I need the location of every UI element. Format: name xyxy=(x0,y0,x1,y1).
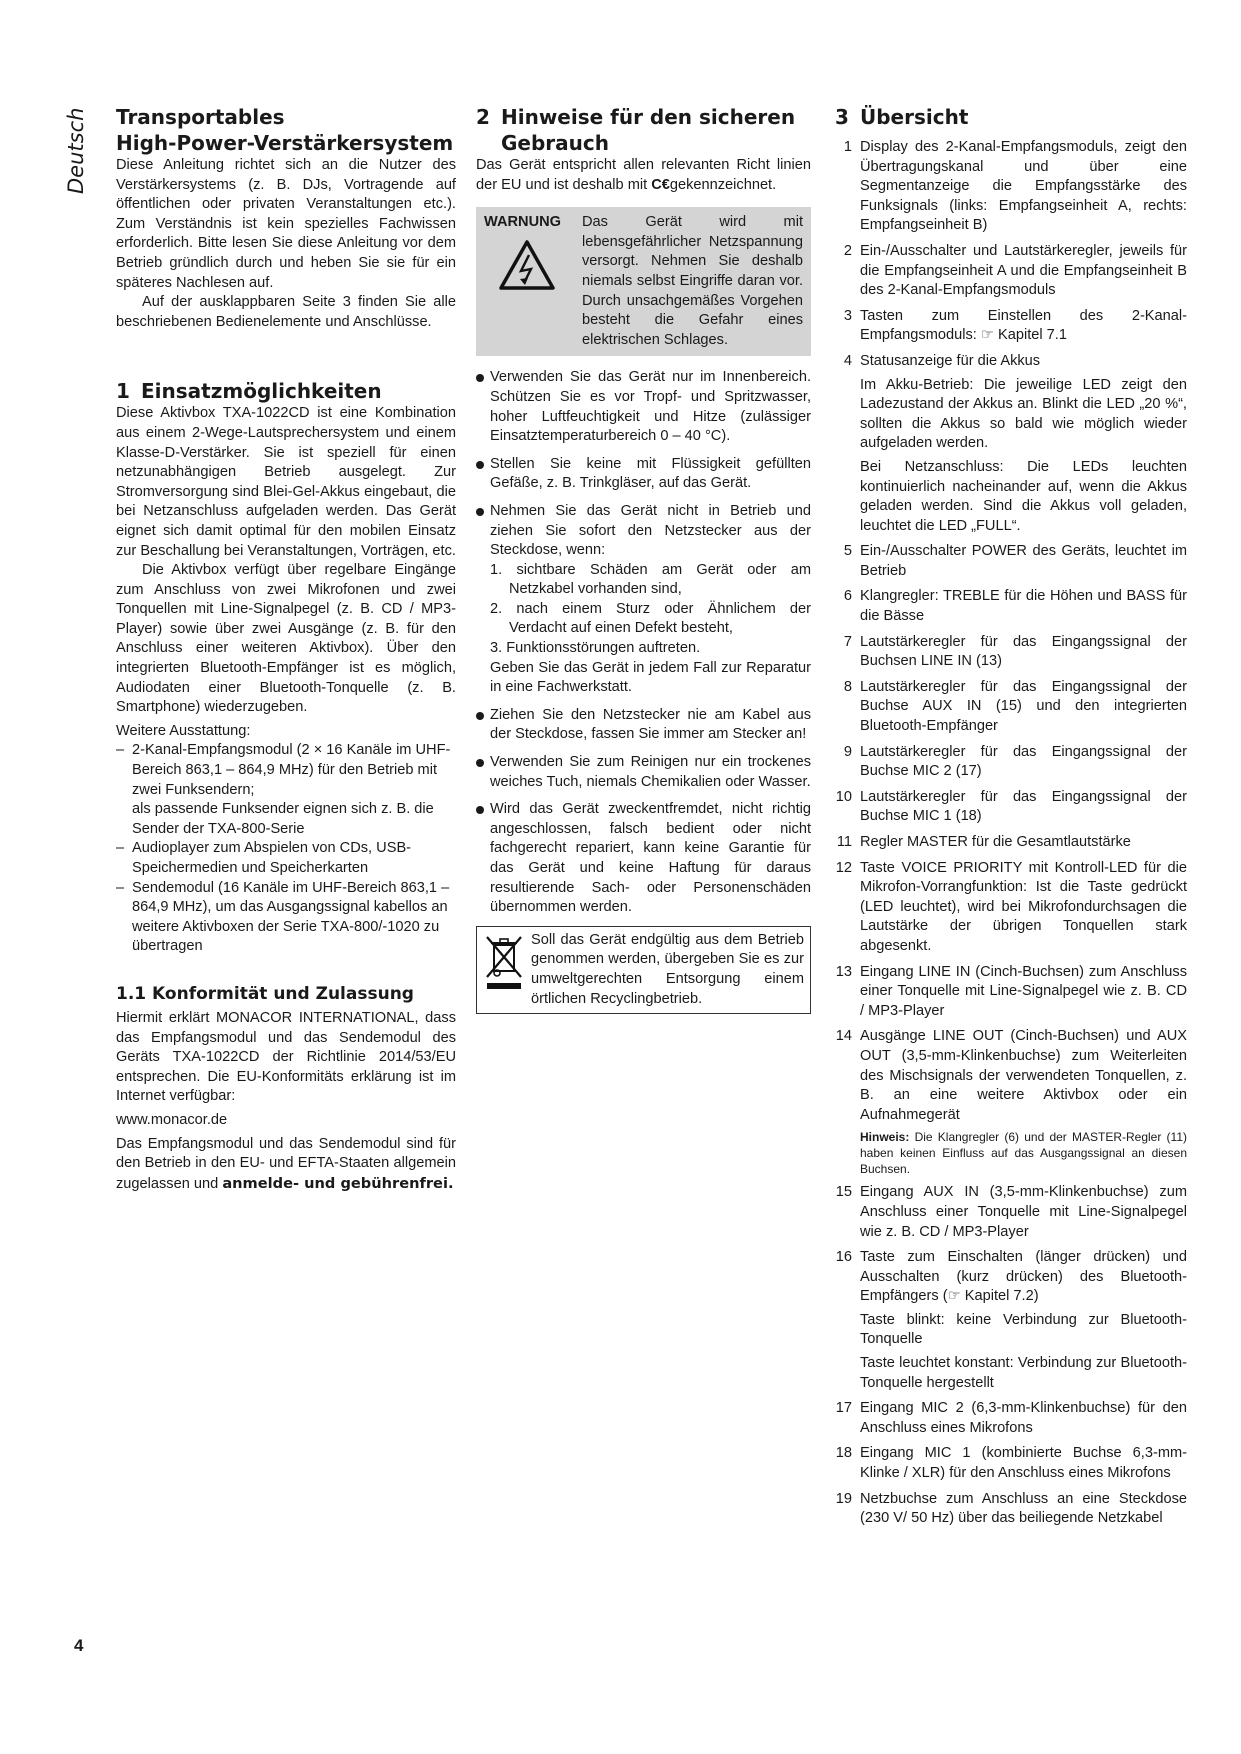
warning-box xyxy=(476,207,811,356)
recycling-text: Soll das Gerät endgültig aus dem Betrieb genommen werden, übergeben Sie es zur umweltgerechten Entsorgung einem örtlichen Recyclingbetrieb. xyxy=(531,931,804,1007)
list-item: Ziehen Sie den Netzstecker nie am Kabel aus der Steckdose, fassen Sie immer am Stecker an! xyxy=(476,706,811,745)
list-item: 11 Regler MASTER für die Gesamtlautstärke xyxy=(836,834,1131,850)
list-item: Wird das Gerät zweckentfremdet, nicht richtig angeschlossen, falsch bedient oder nicht fachgerecht repariert, kann keine Garantie für das Gerät und keine Haftung für daraus resultierende Sach- oder Personenschäden übernommen werden. xyxy=(476,800,811,918)
feature-list xyxy=(116,741,456,957)
s1-more-label: Weitere Ausstattung: xyxy=(116,722,251,739)
list-item: 18 Eingang MIC 1 (kombinierte Buchse 6,3-mm-Klinke / XLR) für den Anschluss eines Mikrofons xyxy=(835,1445,1187,1482)
section-3-heading: 3 Übersicht xyxy=(835,105,969,129)
section-2-heading: 2 Hinweise für den sicheren Gebrauch xyxy=(476,105,796,155)
column-3 xyxy=(835,104,1187,1535)
recycling-box xyxy=(476,926,811,1014)
warning-label: WARNUNG xyxy=(484,214,562,231)
list-item: 4 Statusanzeige für die Akkus Im Akku-Betrieb: Die jeweilige LED zeigt den Ladezustand der Akkus an. Blinkt die LED „20 %“, sollten die Akkus so bald wie möglich wieder aufgeladen werden. Bei Netzanschluss: Die LEDs leuchten kontinuierlich nacheinander auf, wenn die Akkus geladen werden. Sind die Akkus voll geladen, leuchtet die LED „FULL“. xyxy=(843,352,1187,534)
list-item: Nehmen Sie das Gerät nicht in Betrieb und ziehen Sie sofort den Netzstecker aus der Steckdose, wenn: 1. sichtbare Schäden am Gerät oder am Netzkabel vorhanden sind, 2. nach einem Sturz oder Ähnlichem der Verdacht auf einen Defekt besteht, 3. Funktionsstörungen auftreten. Geben Sie das Gerät in jedem Fall zur Reparatur in eine Fachwerkstatt. xyxy=(476,502,811,698)
list-item: 3. Funktionsstörungen auftreten. xyxy=(490,640,701,657)
s11-paragraph-1: Hiermit erklärt MONACOR INTERNATIONAL, dass das Empfangsmodul und das Sendemodul des Geräts TXA-1022CD der Richtlinie 2014/53/EU entsprechen. Die EU-Konformitäts erklärung ist im Internet verfügbar: xyxy=(116,1009,456,1105)
list-item: – 2-Kanal-Empfangsmodul (2 × 16 Kanäle im UHF-Bereich 863,1 – 864,9 MHz) für den Betrieb mit zwei Funksendern; als passende Funksender eignen sich z. B. die Sender der TXA-800-Serie xyxy=(116,741,456,839)
list-item: 19 Netzbuchse zum Anschluss an eine Steckdose (230 V/ 50 Hz) über das beiliegende Netzkabel xyxy=(835,1490,1187,1527)
s11-paragraph-2: Das Empfangsmodul und das Sendemodul sind für den Betrieb in den EU- und EFTA-Staaten allgemein zugelassen und anmelde- und gebührenfrei. xyxy=(116,1135,456,1192)
section-1-1-heading: 1.1 Konformität und Zulassung xyxy=(116,983,414,1004)
list-item: 12 Taste VOICE PRIORITY mit Kontroll-LED für die Mikrofon-Vorrangfunktion: Ist die Taste gedrückt (LED leuchtet), wird bei Mikrofondurchsagen die Lautstärke der übrigen Tonquellen stark abgesenkt. xyxy=(835,859,1187,954)
list-item: 5 Ein-/Ausschalter POWER des Geräts, leuchtet im Betrieb xyxy=(843,543,1187,579)
list-item: Stellen Sie keine mit Flüssigkeit gefüllten Gefäße, z. B. Trinkgläser, auf das Gerät. xyxy=(476,455,811,494)
crossed-bin-icon xyxy=(483,931,525,993)
list-item: 2. nach einem Sturz oder Ähnlichem der Verdacht auf einen Defekt besteht, xyxy=(490,600,811,637)
list-item: Verwenden Sie das Gerät nur im Innenbereich. Schützen Sie es vor Tropf- und Spritzwasser, hoher Luftfeuchtigkeit und Hitze (zulässiger Einsatztemperaturbereich 0 – 40 °C). xyxy=(476,368,811,446)
website-link[interactable]: www.monacor.de xyxy=(116,1111,228,1128)
column-2 xyxy=(476,104,811,1014)
safety-list xyxy=(476,368,811,917)
list-item: 10 Lautstärkeregler für das Eingangssignal der Buchse MIC 1 (18) xyxy=(835,788,1187,825)
warning-text: Das Gerät wird mit lebensgefährlicher Netzspannung versorgt. Nehmen Sie deshalb niemals selbst Eingriffe daran vor. Durch unsachgemäßes Vorgehen besteht die Gefahr eines elektrischen Schlages. xyxy=(582,214,803,348)
list-item: 14 Ausgänge LINE OUT (Cinch-Buchsen) und AUX OUT (3,5-mm-Klinkenbuchse) zum Weiterleiten des Mischsignals der verwendeten Tonquellen, z. B. an eine weitere Aktivbox oder ein Aufnahmegerät Hinweis: Die Klangregler (6) und der MASTER-Regler (11) haben keinen Einfluss auf das Ausgangssignal an diesen Buchsen. xyxy=(835,1028,1187,1177)
high-voltage-icon xyxy=(498,239,556,291)
list-item: – Sendemodul (16 Kanäle im UHF-Bereich 863,1 – 864,9 MHz), um das Ausgangssignal kabellos an weitere Aktivboxen der Serie TXA-800/-1020 zu übertragen xyxy=(116,879,456,957)
list-item: – Audioplayer zum Abspielen von CDs, USB-Speichermedien und Speicherkarten xyxy=(116,839,456,878)
list-item: 2 Ein-/Ausschalter und Lautstärkeregler, jeweils für die Empfangseinheit A und die Empfangseinheit B des 2-Kanal-Empfangsmoduls xyxy=(843,242,1187,299)
list-item: 8 Lautstärkeregler für das Eingangssignal der Buchse AUX IN (15) und den integrierten Bluetooth-Empfänger xyxy=(843,678,1187,735)
list-item: 3 Tasten zum Einstellen des 2-Kanal-Empfangsmoduls: ☞ Kapitel 7.1 xyxy=(843,307,1187,344)
list-item: 7 Lautstärkeregler für das Eingangssignal der Buchsen LINE IN (13) xyxy=(843,633,1187,670)
page-number: 4 xyxy=(74,1636,84,1655)
section-1-heading: 1 Einsatzmöglichkeiten xyxy=(116,379,382,404)
language-label: Deutsch xyxy=(64,107,88,194)
list-item: 1 Display des 2-Kanal-Empfangsmoduls, zeigt den Übertragungskanal und über eine Segmentanzeige die Empfangsstärke des Funksignals (links: Empfangseinheit A, rechts: Empfangseinheit B) xyxy=(843,139,1187,234)
list-item: 6 Klangregler: TREBLE für die Höhen und BASS für die Bässe xyxy=(843,588,1187,625)
s1-paragraph-2: Die Aktivbox verfügt über regelbare Eingänge zum Anschluss von zwei Mikrofonen und zwei Tonquellen mit Line-Signalpegel (z. B. CD / MP3-Player) sowie über zwei Ausgänge (z. B. für den Anschluss einer weiteren Aktivbox). Über den integrierten Bluetooth-Empfänger ist es möglich, Audiodaten einer Bluetooth-Tonquelle (z. B. Smartphone) wiederzugeben. xyxy=(116,562,456,716)
overview-list xyxy=(835,138,1187,1529)
s1-paragraph-1: Diese Aktivbox TXA-1022CD ist eine Kombination aus einem 2-Wege-Lautsprechersystem und einem Klasse-D-Verstärker. Sie ist speziell für einen netzunabhängigen Betrieb ausgelegt. Zur Stromversorgung sind Blei-Gel-Akkus eingebaut, die bei Netzanschluss aufgeladen werden. Das Gerät eignet sich damit optimal für den mobilen Einsatz zur Beschallung bei Veranstaltungen, Vorträgen, etc. xyxy=(116,405,456,559)
list-item: 1. sichtbare Schäden am Gerät oder am Netzkabel vorhanden sind, xyxy=(490,561,811,598)
intro-paragraph: Diese Anleitung richtet sich an die Nutzer des Verstärkersystems (z. B. DJs, Vortragende auf öffentlichen oder privaten Veranstaltungen etc.). Zum Verständnis ist kein spezielles Fachwissen erforderlich. Bitte lesen Sie diese Anleitung vor dem Betrieb gründlich durch und heben Sie sie für ein späteres Nachlesen auf. xyxy=(116,157,456,291)
list-item: 17 Eingang MIC 2 (6,3-mm-Klinkenbuchse) für den Anschluss eines Mikrofons xyxy=(835,1400,1187,1436)
column-1 xyxy=(116,104,456,1194)
list-item: 15 Eingang AUX IN (3,5-mm-Klinkenbuchse) zum Anschluss einer Tonquelle mit Line-Signalpegel wie z. B. CD / MP3-Player xyxy=(835,1184,1187,1240)
list-item: 9 Lautstärkeregler für das Eingangssignal der Buchse MIC 2 (17) xyxy=(843,743,1187,780)
intro-paragraph-2: Auf der ausklappbaren Seite 3 finden Sie alle beschriebenen Bedienelemente und Anschlüsse. xyxy=(116,294,456,330)
doc-title: Transportables High-Power-Verstärkersystem xyxy=(116,105,454,155)
ce-mark: C€ xyxy=(651,176,670,193)
s2-paragraph: Das Gerät entspricht allen relevanten Richt linien der EU und ist deshalb mit C€gekennzeichnet. xyxy=(476,157,811,193)
condition-list xyxy=(490,561,811,659)
list-item: 13 Eingang LINE IN (Cinch-Buchsen) zum Anschluss einer Tonquelle mit Line-Signalpegel wie z. B. CD / MP3-Player xyxy=(835,963,1187,1019)
list-item: Verwenden Sie zum Reinigen nur ein trockenes weiches Tuch, niemals Chemikalien oder Wasser. xyxy=(476,753,811,792)
list-item: 16 Taste zum Einschalten (länger drücken) und Ausschalten (kurz drücken) des Bluetooth-Empfängers (☞ Kapitel 7.2) Taste blinkt: keine Verbindung zur Bluetooth-Tonquelle Taste leuchtet konstant: Verbindung zur Bluetooth-Tonquelle hergestellt xyxy=(835,1249,1187,1391)
